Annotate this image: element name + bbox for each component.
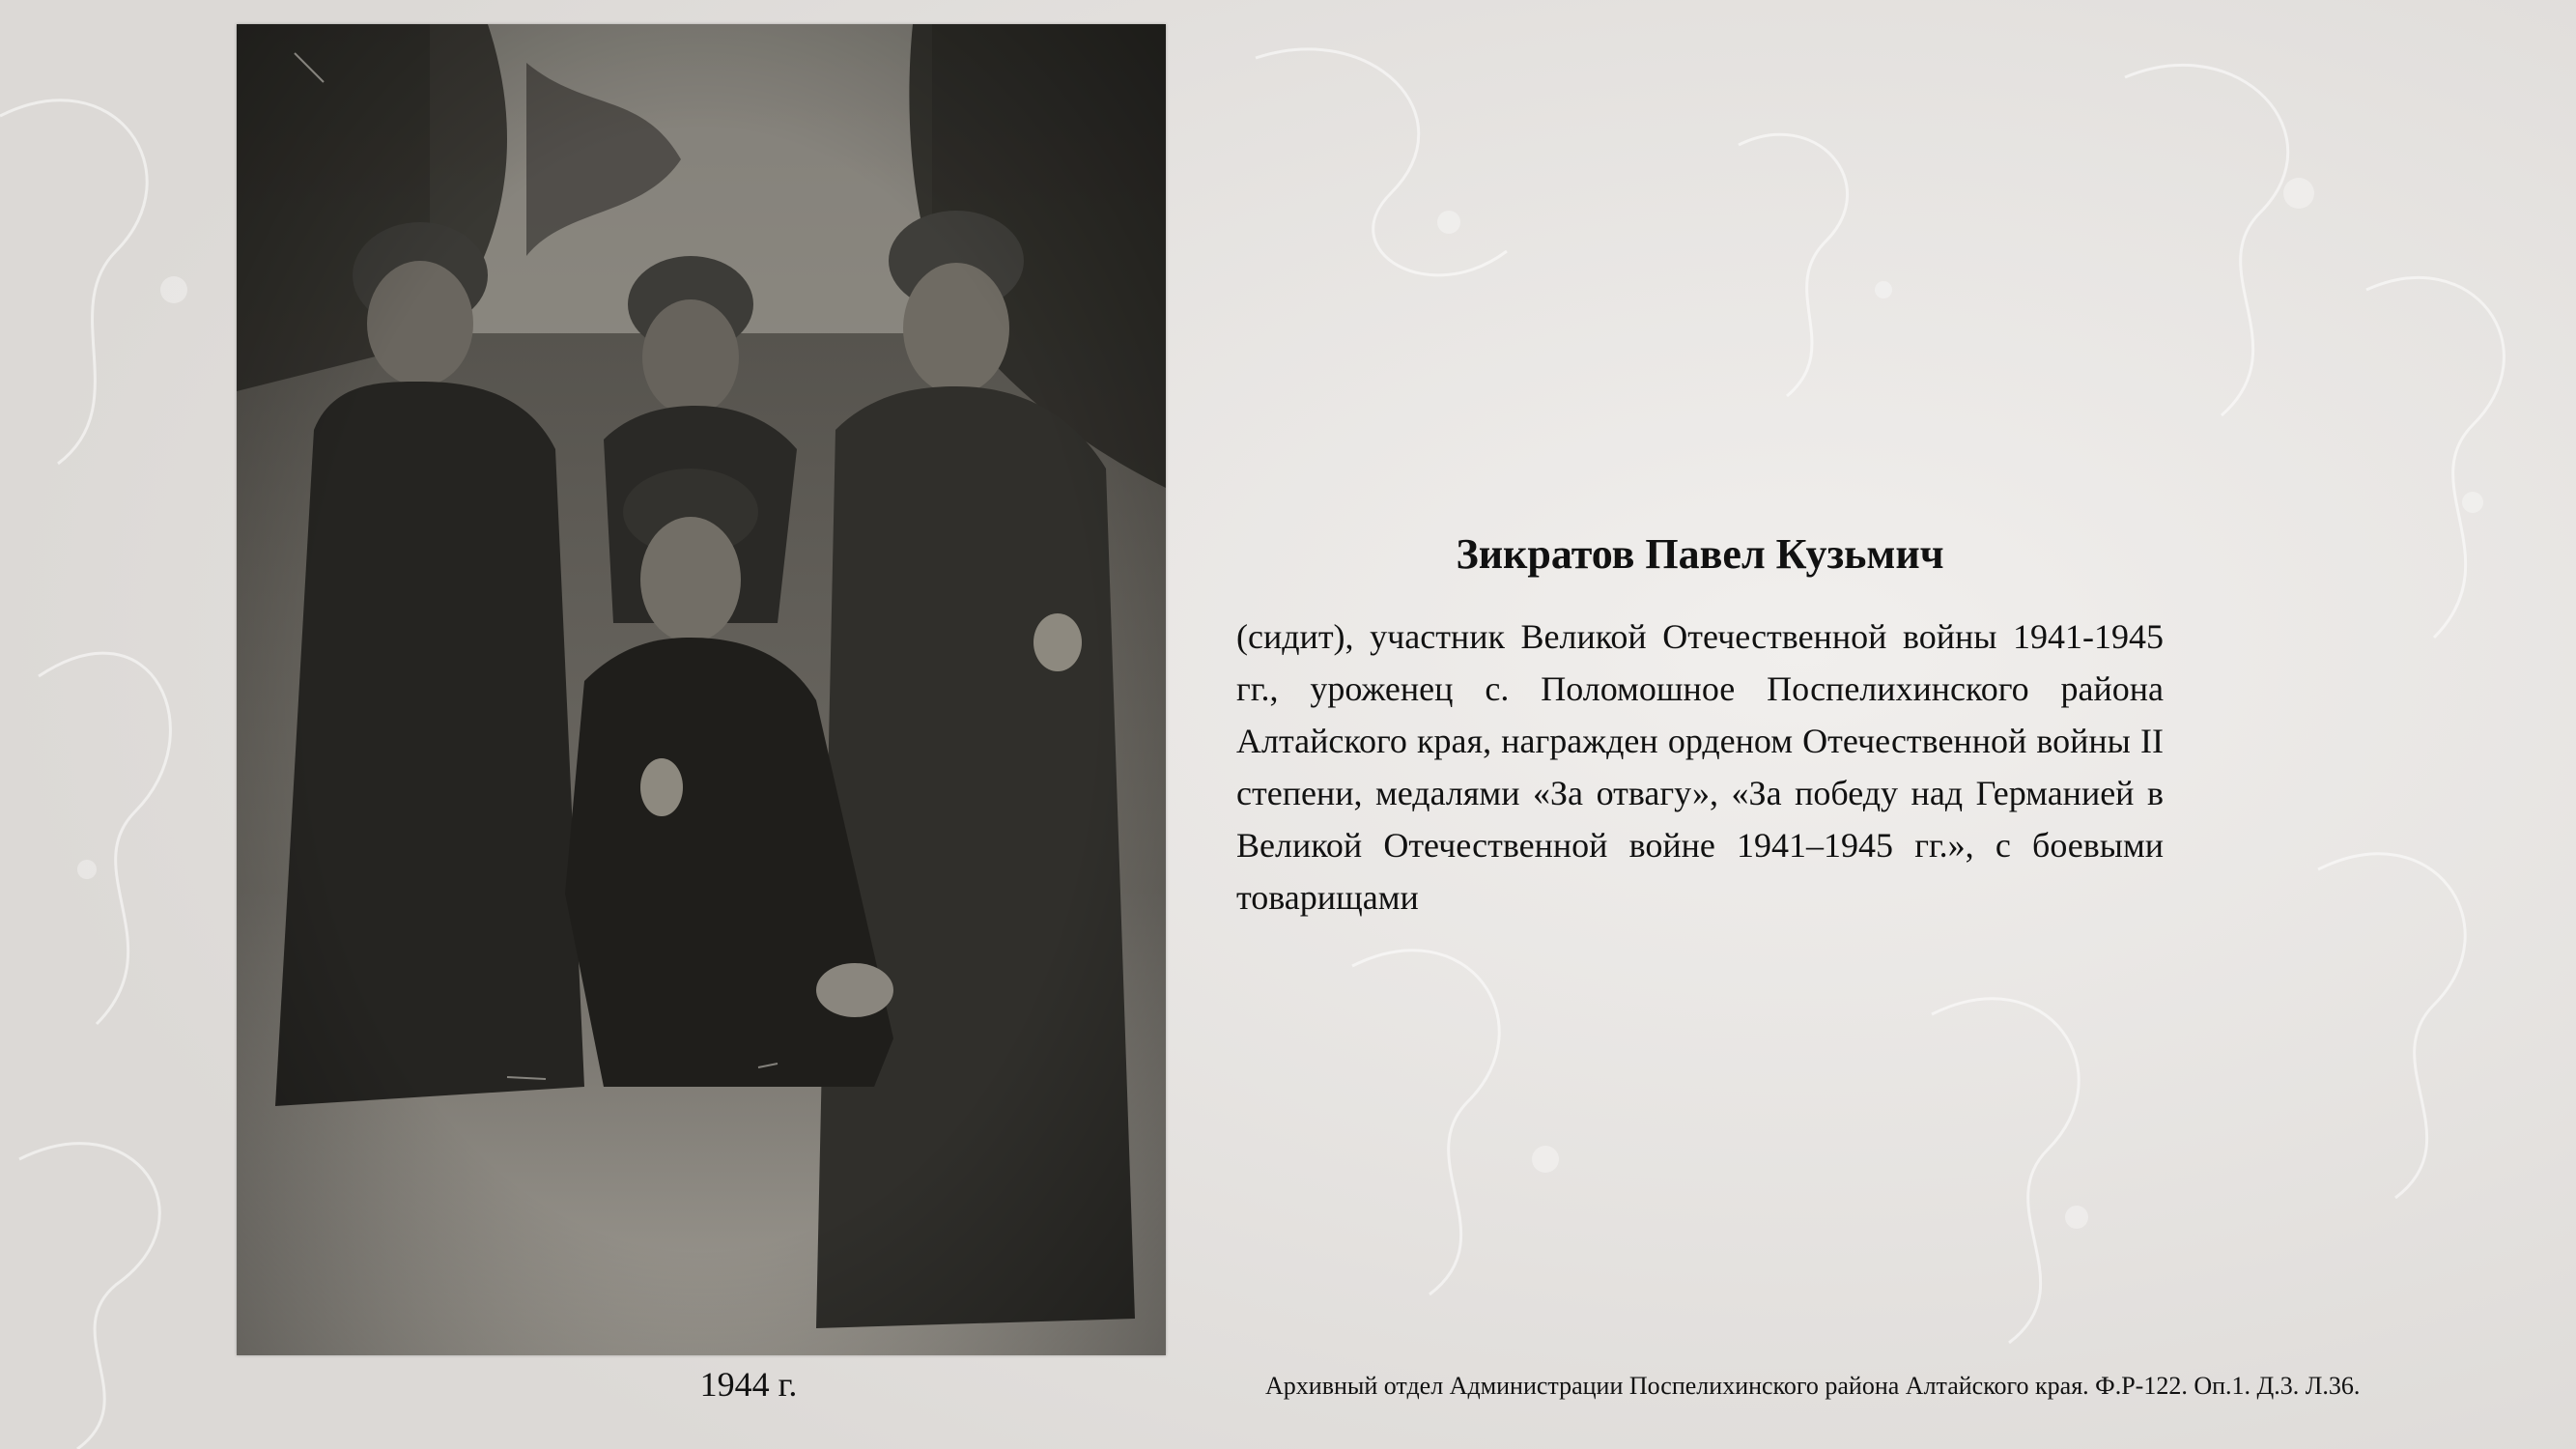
person-name-heading: Зикратов Павел Кузьмич [1456,530,1944,578]
archive-source-note: Архивный отдел Администрации Поспелихинского района Алтайского края. Ф.Р-122. Оп.1. Д.3. Л.36. [1265,1372,2361,1400]
photo-date-caption: 1944 г. [699,1365,798,1404]
archival-photo [237,24,1166,1355]
person-description: (сидит), участник Великой Отечественной войны 1941-1945 гг., уроженец с. Поломошное Поспелихинского района Алтайского края, награжден орденом Отечественной войны II степени, медалями «За отвагу», «За победу над Германией в Великой Отечественной войне 1941–1945 гг.», с боевыми товарищами [1236,617,2164,917]
